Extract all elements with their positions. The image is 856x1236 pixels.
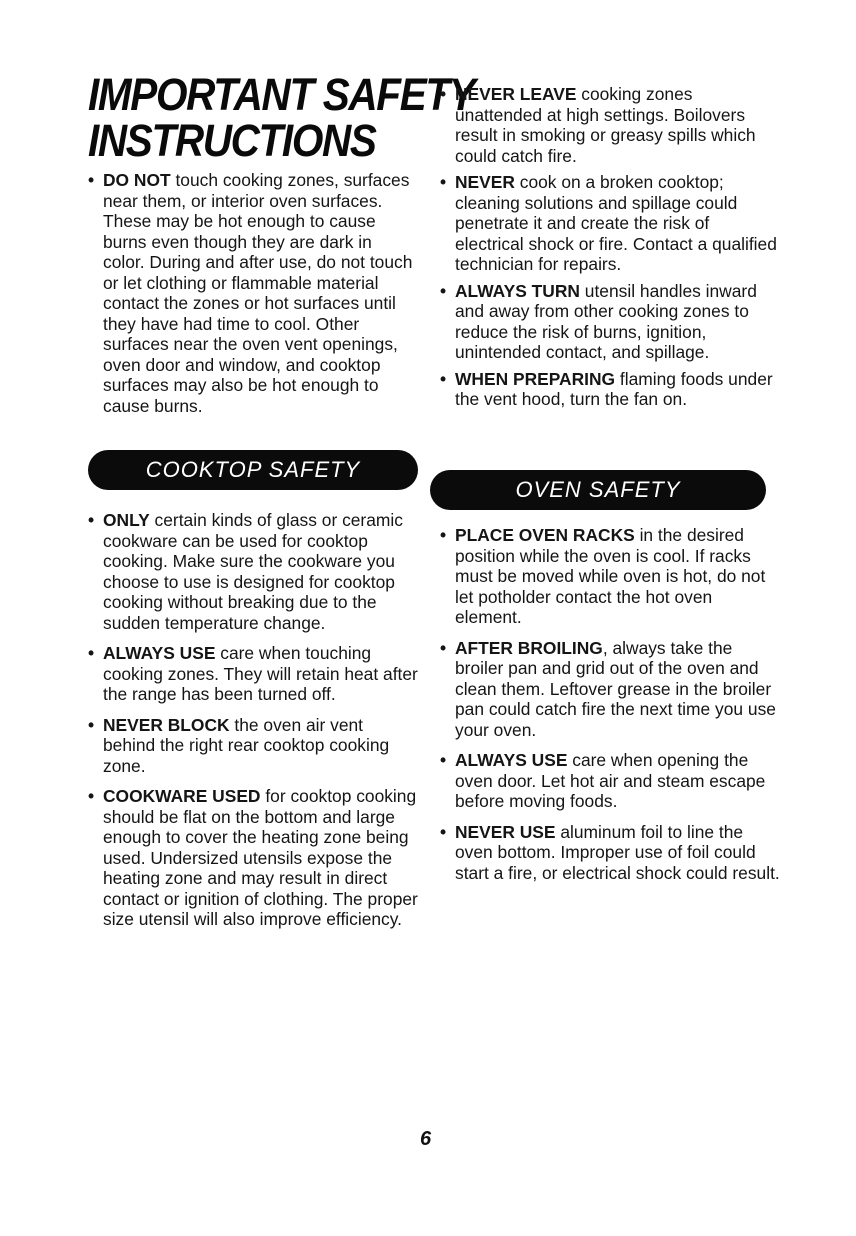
title-line-2: INSTRUCTIONS — [88, 115, 376, 166]
list-item: • ALWAYS USE care when touching cooking zones. They will retain heat after the range has been turned off. — [88, 643, 418, 705]
oven-safety-heading: OVEN SAFETY — [430, 470, 766, 510]
list-item: • ALWAYS TURN utensil handles inward and away from other cooking zones to reduce the risk of burns, ignition, unintended contact, and spillage. — [440, 281, 780, 363]
list-item: • COOKWARE USED for cooktop cooking should be flat on the bottom and large enough to cover the heating zone being used. Undersized utensils expose the heating zone and may result in direct contact or ignition of clothing. The proper size utensil will also improve efficiency. — [88, 786, 418, 930]
list-item: • PLACE OVEN RACKS in the desired position while the oven is cool. If racks must be moved while oven is hot, do not let potholder contact the hot oven element. — [440, 525, 780, 628]
list-item: • DO NOT touch cooking zones, surfaces near them, or interior oven surfaces. These may be hot enough to cause burns even though they are dark in color. During and after use, do not touch or let clothing or flammable material contact the zones or hot surfaces until they have had time to cool. Other surfaces near the oven vent openings, oven door and window, and cooktop surfaces may also be hot enough to cause burns. — [88, 170, 418, 416]
list-item: • NEVER LEAVE cooking zones unattended at high settings. Boilovers result in smoking or greasy spills which could catch fire. — [440, 84, 780, 166]
cooktop-safety-heading: COOKTOP SAFETY — [88, 450, 418, 490]
list-item: • NEVER BLOCK the oven air vent behind the right rear cooktop cooking zone. — [88, 715, 418, 777]
page-number: 6 — [420, 1128, 432, 1150]
list-item: • NEVER cook on a broken cooktop; cleaning solutions and spillage could penetrate it and create the risk of electrical shock or fire. Contact a qualified technician for repairs. — [440, 172, 780, 275]
list-item: • WHEN PREPARING flaming foods under the vent hood, turn the fan on. — [440, 369, 780, 410]
page-title — [88, 69, 475, 166]
cooktop-safety-list — [88, 510, 418, 930]
list-item: • ONLY certain kinds of glass or ceramic cookware can be used for cooktop cooking. Make sure the cookware you choose to use is designed for cooktop cooking without breaking due to the sudden temperature change. — [88, 510, 418, 633]
oven-safety-list — [440, 525, 780, 883]
list-item: • NEVER USE aluminum foil to line the oven bottom. Improper use of foil could start a fire, or electrical shock could result. — [440, 822, 780, 884]
right-intro — [440, 84, 780, 410]
list-item: • ALWAYS USE care when opening the oven door. Let hot air and steam escape before moving foods. — [440, 750, 780, 812]
title-line-1: IMPORTANT SAFETY — [88, 69, 475, 120]
left-intro — [88, 170, 418, 416]
list-item: • AFTER BROILING, always take the broiler pan and grid out of the oven and clean them. Leftover grease in the broiler pan could catch fire the next time you use your oven. — [440, 638, 780, 741]
